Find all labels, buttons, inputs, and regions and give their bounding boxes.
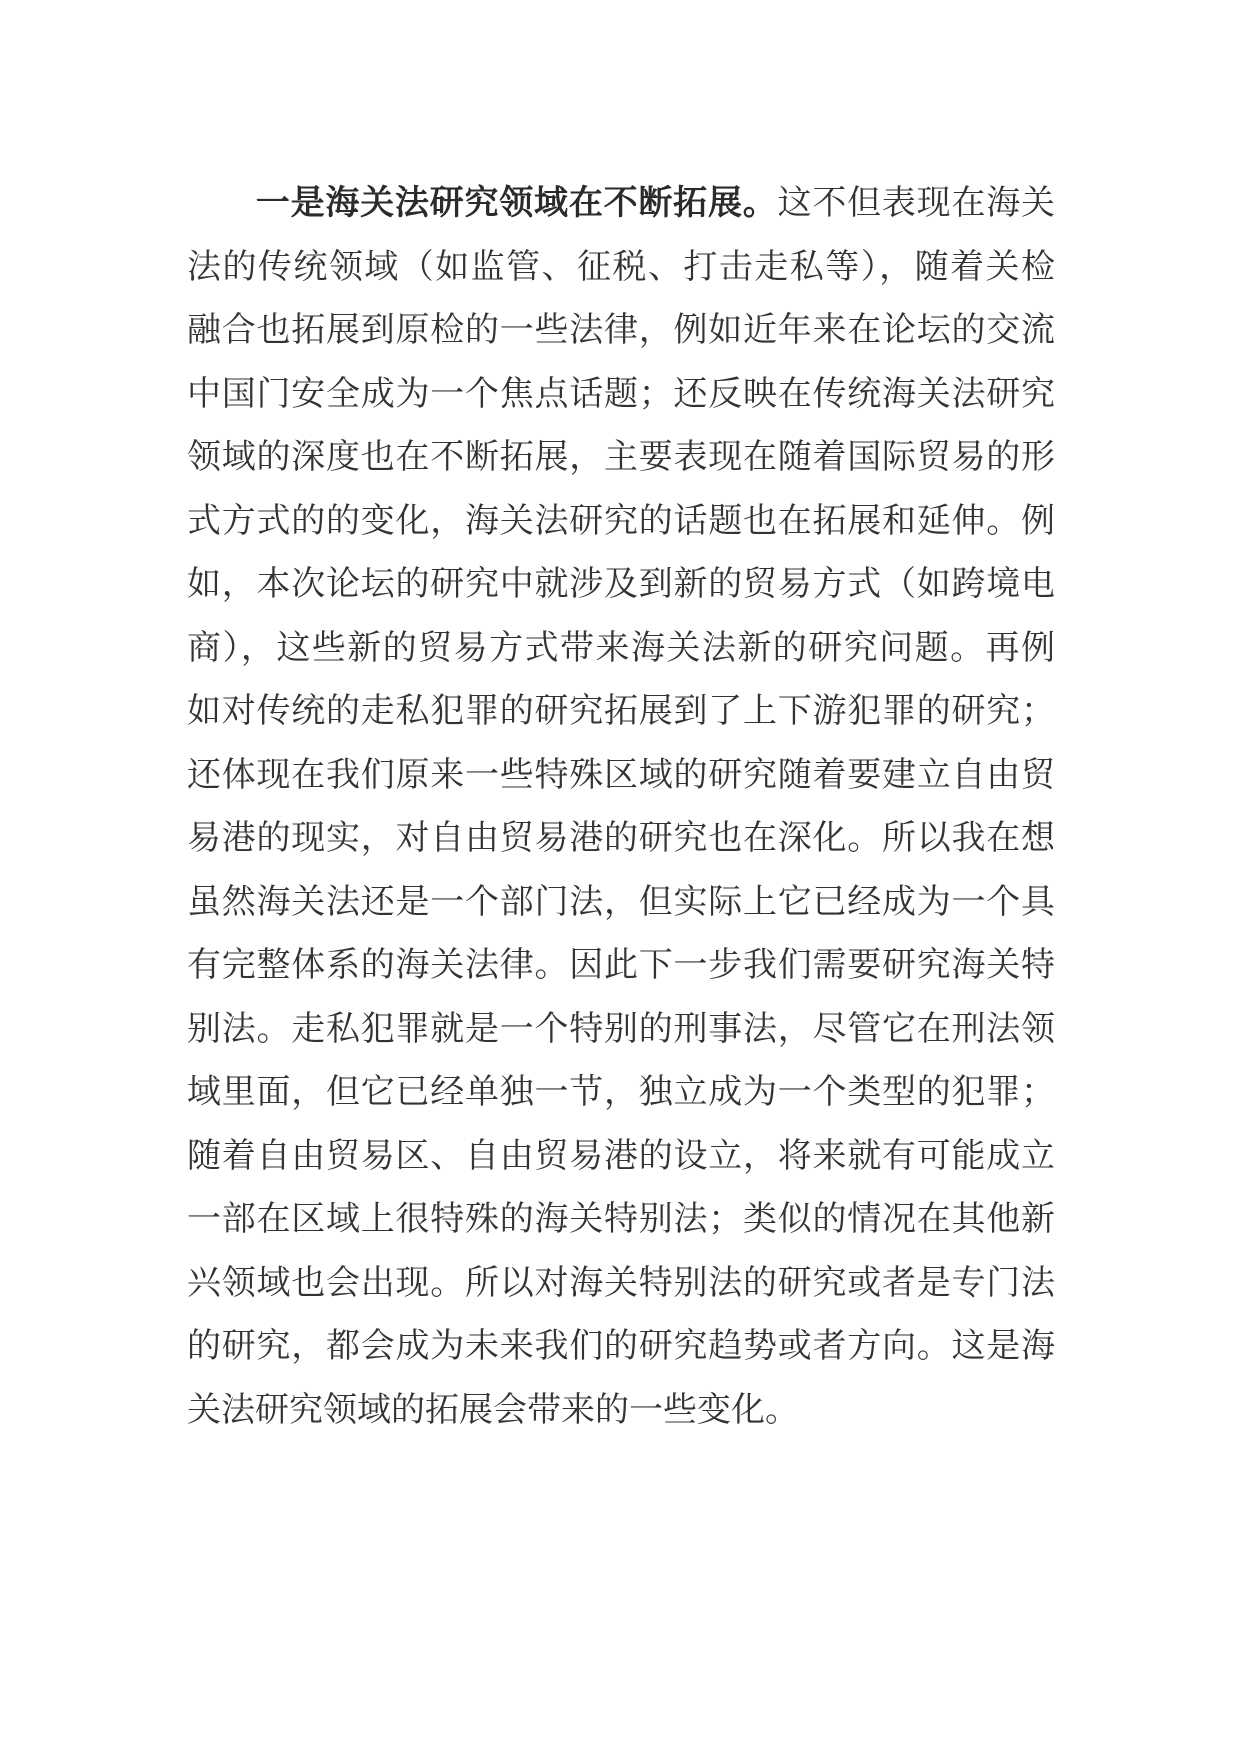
paragraph-line-17: 一部在区域上很特殊的海关特别法；类似的情况在其他新 bbox=[187, 1199, 1055, 1239]
paragraph-line-16: 随着自由贸易区、自由贸易港的设立，将来就有可能成立 bbox=[187, 1135, 1055, 1176]
paragraph-line-18: 兴领域也会出现。所以对海关特别法的研究或者是专门法 bbox=[187, 1262, 1055, 1303]
paragraph-line-10: 还体现在我们原来一些特殊区域的研究随着要建立自由贸 bbox=[187, 754, 1055, 795]
paragraph-line-5: 领域的深度也在不断拓展，主要表现在随着国际贸易的形 bbox=[187, 437, 1055, 477]
paragraph-line-15: 域里面，但它已经单独一节，独立成为一个类型的犯罪； bbox=[187, 1072, 1055, 1112]
paragraph-line-4: 中国门安全成为一个焦点话题；还反映在传统海关法研究 bbox=[187, 373, 1055, 414]
paragraph-line-11: 易港的现实，对自由贸易港的研究也在深化。所以我在想 bbox=[187, 818, 1055, 858]
paragraph-line-14: 别法。走私犯罪就是一个特别的刑事法，尽管它在刑法领 bbox=[187, 1008, 1055, 1049]
paragraph-line-8: 商），这些新的贸易方式带来海关法新的研究问题。再例 bbox=[187, 627, 1055, 668]
paragraph-line-6: 式方式的的变化，海关法研究的话题也在拓展和延伸。例 bbox=[187, 500, 1055, 541]
paragraph-line-text: 这不但表现在海关 bbox=[777, 183, 1056, 223]
body-paragraph bbox=[187, 172, 1055, 1442]
paragraph-line-1 bbox=[187, 172, 1055, 236]
paragraph-line-13: 有完整体系的海关法律。因此下一步我们需要研究海关特 bbox=[187, 945, 1055, 985]
paragraph-line-9: 如对传统的走私犯罪的研究拓展到了上下游犯罪的研究； bbox=[187, 691, 1055, 731]
paragraph-line-3: 融合也拓展到原检的一些法律，例如近年来在论坛的交流 bbox=[187, 310, 1055, 350]
paragraph-line-7: 如，本次论坛的研究中就涉及到新的贸易方式（如跨境电 bbox=[187, 564, 1055, 604]
paragraph-lead-heading: 一是海关法研究领域在不断拓展。 bbox=[255, 183, 778, 223]
paragraph-line-12: 虽然海关法还是一个部门法，但实际上它已经成为一个具 bbox=[187, 881, 1055, 922]
paragraph-line-2: 法的传统领域（如监管、征税、打击走私等），随着关检 bbox=[187, 246, 1055, 287]
paragraph-line-19: 的研究，都会成为未来我们的研究趋势或者方向。这是海 bbox=[187, 1326, 1055, 1366]
paragraph-line-20: 关法研究领域的拓展会带来的一些变化。 bbox=[187, 1389, 799, 1430]
